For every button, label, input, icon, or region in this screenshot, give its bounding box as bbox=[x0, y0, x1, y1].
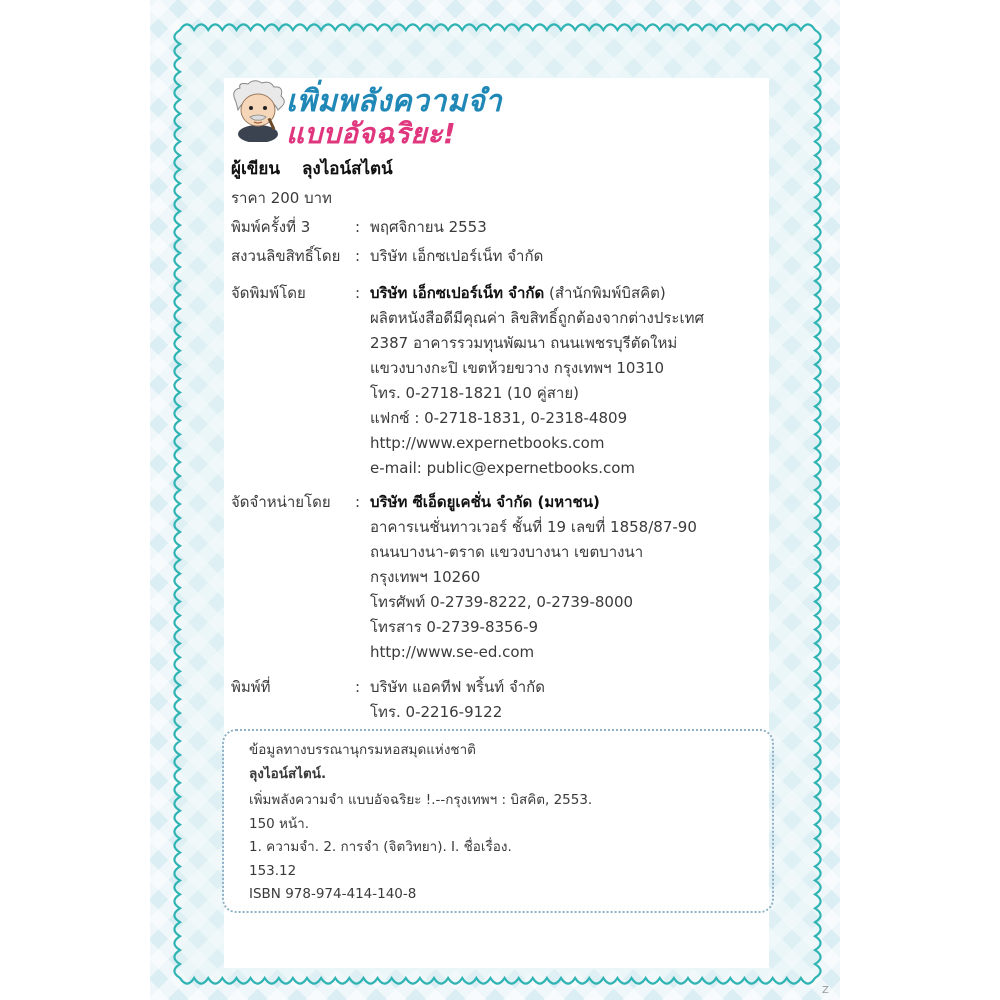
publisher-colon: : bbox=[355, 284, 361, 302]
book-title-line1: เพิ่มพลังความจำ bbox=[286, 84, 503, 119]
publisher-imprint: (สำนักพิมพ์บิสคิต) bbox=[544, 284, 666, 302]
distributor-name: บริษัท ซีเอ็ดยูเคชั่น จำกัด (มหาชน) bbox=[370, 493, 600, 511]
print-edition-label: พิมพ์ครั้งที่ 3 bbox=[231, 218, 311, 236]
copyright-colon: : bbox=[355, 247, 361, 265]
author-line bbox=[231, 155, 415, 182]
distributor-fax: โทรสาร 0-2739-8356-9 bbox=[370, 618, 539, 636]
book-title-line2: แบบอัจฉริยะ! bbox=[286, 117, 457, 150]
cip-line: 150 หน้า. bbox=[249, 816, 310, 832]
publisher-fax: แฟกซ์ : 0-2718-1831, 0-2318-4809 bbox=[370, 409, 628, 427]
author-label: ผู้เขียน bbox=[231, 159, 280, 179]
cip-isbn: ISBN 978-974-414-140-8 bbox=[249, 886, 417, 902]
distributor-colon: : bbox=[355, 493, 361, 511]
publisher-website: http://www.expernetbooks.com bbox=[370, 434, 605, 452]
distributor-label: จัดจำหน่ายโดย bbox=[231, 493, 331, 511]
distributor-line: ถนนบางนา-ตราด แขวงบางนา เขตบางนา bbox=[370, 543, 644, 561]
publisher-line: ผลิตหนังสือดีมีคุณค่า ลิขสิทธิ์ถูกต้องจากต่างประเทศ bbox=[370, 309, 704, 327]
printer-colon: : bbox=[355, 678, 361, 696]
author-name: ลุงไอน์สไตน์ bbox=[301, 159, 393, 179]
publisher-phone: โทร. 0-2718-1821 (10 คู่สาย) bbox=[370, 384, 579, 402]
distributor-line: กรุงเทพฯ 10260 bbox=[370, 568, 481, 586]
publisher-email: e-mail: public@expernetbooks.com bbox=[370, 459, 636, 477]
printer-phone: โทร. 0-2216-9122 bbox=[370, 703, 503, 721]
price: ราคา 200 บาท bbox=[231, 189, 332, 207]
copyright-label: สงวนลิขสิทธิ์โดย bbox=[231, 247, 341, 265]
printer-name: บริษัท แอคทีฟ พริ้นท์ จำกัด bbox=[370, 678, 545, 696]
publisher-label: จัดพิมพ์โดย bbox=[231, 284, 306, 302]
copyright-value: บริษัท เอ็กซเปอร์เน็ท จำกัด bbox=[370, 247, 544, 265]
cip-line: เพิ่มพลังความจำ แบบอัจฉริยะ !.--กรุงเทพฯ : บิสคิต, 2553. bbox=[249, 792, 593, 808]
distributor-phone: โทรศัพท์ 0-2739-8222, 0-2739-8000 bbox=[370, 593, 634, 611]
cip-heading: ข้อมูลทางบรรณานุกรมหอสมุดแห่งชาติ bbox=[249, 742, 476, 758]
cip-author: ลุงไอน์สไตน์. bbox=[249, 766, 327, 782]
distributor-line: อาคารเนชั่นทาวเวอร์ ชั้นที่ 19 เลขที่ 1858/87-90 bbox=[370, 518, 697, 536]
distributor-website: http://www.se-ed.com bbox=[370, 643, 535, 661]
cip-line: 1. ความจำ. 2. การจำ (จิตวิทยา). I. ชื่อเรื่อง. bbox=[249, 839, 512, 855]
printer-label: พิมพ์ที่ bbox=[231, 678, 271, 696]
publisher-name: บริษัท เอ็กซเปอร์เน็ท จำกัด bbox=[370, 284, 545, 302]
page-mark: Z bbox=[822, 985, 829, 996]
print-edition-value: พฤศจิกายน 2553 bbox=[370, 218, 487, 236]
einstein-cartoon-icon bbox=[226, 80, 290, 142]
cip-line: 153.12 bbox=[249, 863, 297, 879]
publisher-line: แขวงบางกะปิ เขตห้วยขวาง กรุงเทพฯ 10310 bbox=[370, 359, 665, 377]
publisher-line: 2387 อาคารรวมทุนพัฒนา ถนนเพชรบุรีตัดใหม่ bbox=[370, 334, 678, 352]
publisher-name-line bbox=[370, 283, 666, 303]
print-edition-colon: : bbox=[355, 218, 361, 236]
